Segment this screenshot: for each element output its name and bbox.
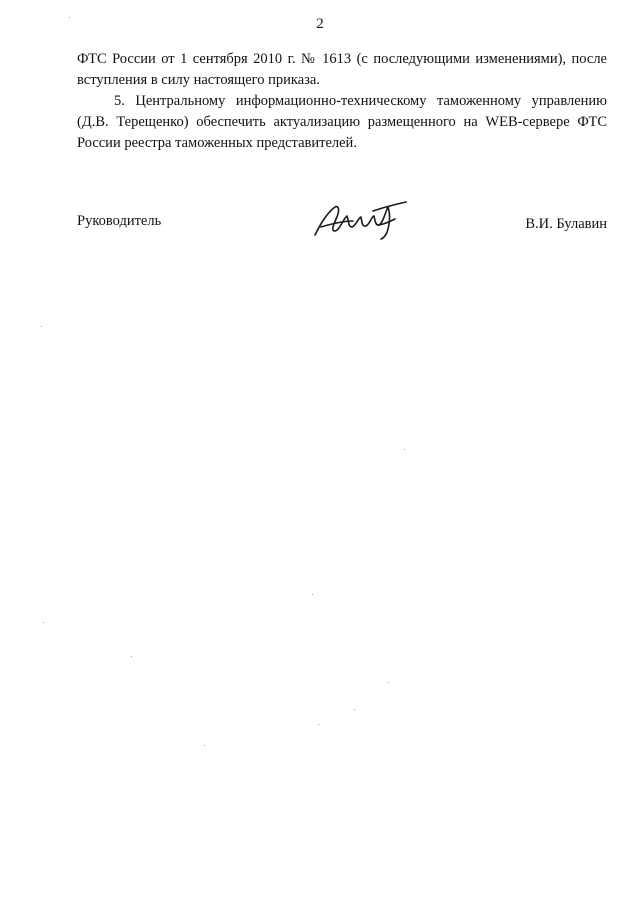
paragraph-continuation: ФТС России от 1 сентября 2010 г. № 1613 (с последующими изменениями), после вступления в силу настоящего приказа. bbox=[77, 51, 607, 88]
scan-speck bbox=[43, 622, 44, 623]
scan-speck bbox=[41, 326, 42, 327]
paragraph-item-5: 5. Центральному информационно-техническому таможенному управлению (Д.В. Терещенко) обеспечить актуализацию размещенного на WEB-сервере ФТС России реестра таможенных представителей. bbox=[77, 93, 607, 151]
scan-speck bbox=[388, 682, 389, 683]
signatory-role: Руководитель bbox=[77, 213, 162, 229]
scan-speck bbox=[318, 724, 319, 725]
scan-speck bbox=[204, 745, 205, 746]
scan-speck bbox=[312, 594, 313, 595]
scan-speck bbox=[69, 17, 70, 18]
scan-speck bbox=[131, 656, 132, 657]
scan-speck bbox=[354, 709, 355, 710]
page-number: 2 bbox=[316, 16, 324, 32]
handwritten-signature bbox=[309, 199, 409, 241]
signature-block bbox=[77, 205, 607, 245]
scan-speck bbox=[404, 449, 405, 450]
signatory-name: В.И. Булавин bbox=[525, 216, 607, 232]
